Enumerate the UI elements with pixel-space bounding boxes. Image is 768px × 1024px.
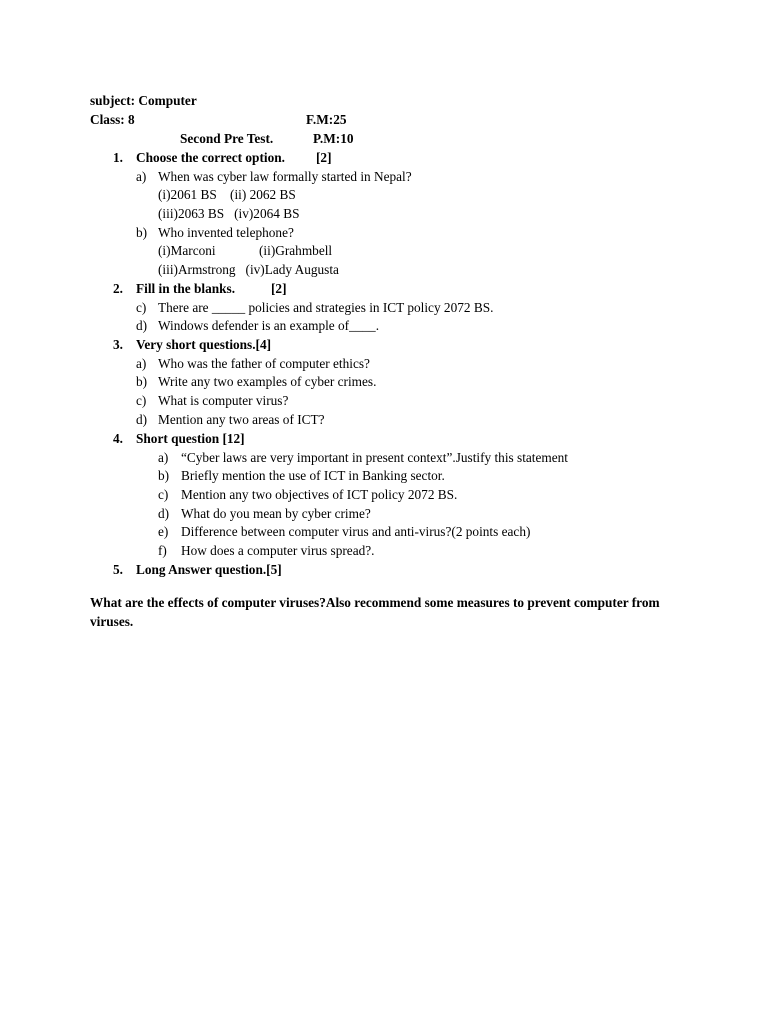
q4-item-letter: d) xyxy=(158,506,170,521)
q4-item-text: “Cyber laws are very important in present context”.Justify this statement xyxy=(181,450,568,465)
q1b-options-2: (iii)Armstrong (iv)Lady Augusta xyxy=(158,262,339,277)
q1a-options-2: (iii)2063 BS (iv)2064 BS xyxy=(158,206,300,221)
q4-item-letter: e) xyxy=(158,524,169,539)
pass-marks: P.M:10 xyxy=(313,131,354,146)
q4-item-letter: b) xyxy=(158,468,170,483)
q2-item-text: Windows defender is an example of____. xyxy=(158,318,380,333)
question-5-number: 5. xyxy=(113,562,123,577)
q1a-options-1: (i)2061 BS (ii) 2062 BS xyxy=(158,187,296,202)
q3-item-text: Who was the father of computer ethics? xyxy=(158,356,370,371)
q1b-text: Who invented telephone? xyxy=(158,225,294,240)
q1b-option-2: (ii)Grahmbell xyxy=(259,243,333,258)
q3-item-text: Write any two examples of cyber crimes. xyxy=(158,374,377,389)
question-4-title: Short question [12] xyxy=(136,431,245,446)
q4-item-text: What do you mean by cyber crime? xyxy=(181,506,371,521)
q2-item-letter: d) xyxy=(136,318,148,333)
q3-item-text: Mention any two areas of ICT? xyxy=(158,412,325,427)
test-name: Second Pre Test. xyxy=(180,131,274,146)
q4-item-letter: f) xyxy=(158,543,167,558)
q4-item-text: Difference between computer virus and anti-virus?(2 points each) xyxy=(181,524,531,539)
q4-item-text: Briefly mention the use of ICT in Banking sector. xyxy=(181,468,445,483)
q3-item-letter: b) xyxy=(136,374,148,389)
q3-item-letter: a) xyxy=(136,356,147,371)
q2-item-letter: c) xyxy=(136,300,147,315)
q4-item-letter: c) xyxy=(158,487,169,502)
q4-item-text: How does a computer virus spread?. xyxy=(181,543,375,558)
question-3-number: 3. xyxy=(113,337,123,352)
subject-line: subject: Computer xyxy=(90,93,197,108)
q1b-letter: b) xyxy=(136,225,148,240)
q1b-option-1: (i)Marconi xyxy=(158,243,216,258)
question-1-title: Choose the correct option. xyxy=(136,150,285,165)
q3-item-text: What is computer virus? xyxy=(158,393,289,408)
q4-item-letter: a) xyxy=(158,450,169,465)
question-2-marks: [2] xyxy=(271,281,287,296)
class-line: Class: 8 xyxy=(90,112,135,127)
q2-item-text: There are _____ policies and strategies in ICT policy 2072 BS. xyxy=(158,300,494,315)
q1a-text: When was cyber law formally started in Nepal? xyxy=(158,169,412,184)
long-answer-question: What are the effects of computer viruses?Also recommend some measures to prevent computer from viruses. xyxy=(90,595,660,629)
question-3-title: Very short questions.[4] xyxy=(136,337,272,352)
question-1-marks: [2] xyxy=(316,150,332,165)
q3-item-letter: c) xyxy=(136,393,147,408)
question-2-number: 2. xyxy=(113,281,123,296)
full-marks: F.M:25 xyxy=(306,112,347,127)
q4-item-text: Mention any two objectives of ICT policy 2072 BS. xyxy=(181,487,458,502)
q1a-letter: a) xyxy=(136,169,147,184)
question-5-title: Long Answer question.[5] xyxy=(136,562,282,577)
question-1-number: 1. xyxy=(113,150,123,165)
q3-item-letter: d) xyxy=(136,412,148,427)
question-4-number: 4. xyxy=(113,431,123,446)
question-2-title: Fill in the blanks. xyxy=(136,281,236,296)
